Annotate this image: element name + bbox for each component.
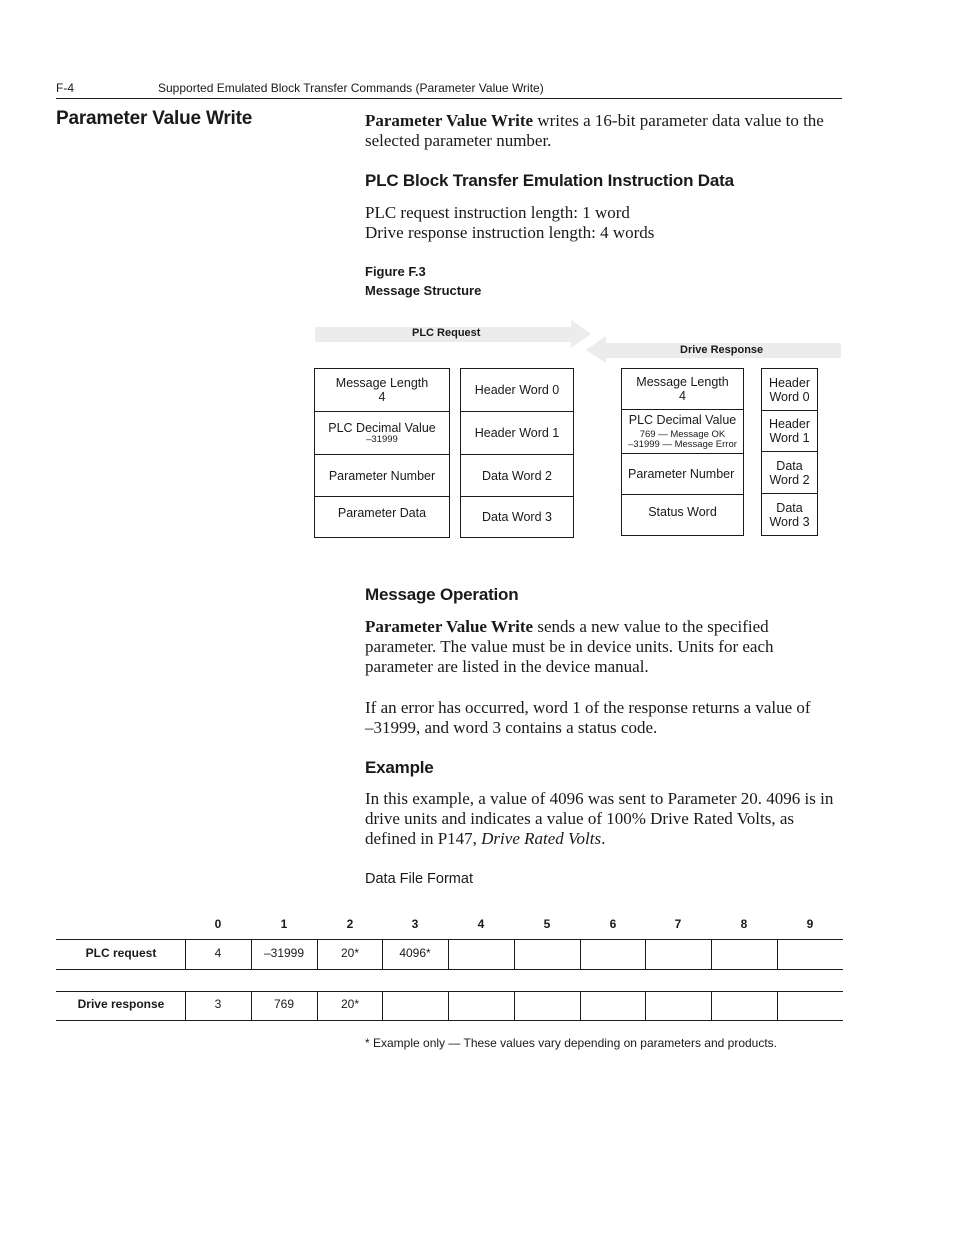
message-ok-value: 769 — Message OK [639,429,726,440]
table-rule [56,969,843,970]
table-rule [56,991,843,992]
intro-bold: Parameter Value Write [365,111,534,130]
table-rule [711,991,712,1020]
col-header-7: 7 [674,917,682,931]
data-word-3: Data Word 3 [482,510,552,524]
table-cell: 20* [340,997,360,1011]
col-header-0: 0 [214,917,222,931]
drive-decimal-value-label: PLC Decimal Value [628,413,737,427]
figure-title: Message Structure [365,283,482,298]
plc-decimal-value-label: PLC Decimal Value [328,421,436,435]
col-header-3: 3 [411,917,419,931]
message-length-value: 4 [378,390,386,404]
message-operation-heading: Message Operation [365,585,519,604]
drive-data-word-3-b: Word 3 [769,514,810,529]
drive-rated-volts: Drive Rated Volts [481,829,602,848]
drive-header-word-1-a: Header [769,417,810,431]
intro-text: writes a 16-bit parameter data value to the [533,111,824,130]
error-line2: –31999, and word 3 contains a status code. [365,718,658,737]
drive-response-length: Drive response instruction length: 4 words [365,223,655,242]
drive-message-length-label: Message Length [636,375,729,389]
table-cell: 769 [273,997,295,1011]
message-operation-line2: parameter. The value must be in device units. Units for each [365,637,774,656]
table-rule [580,939,581,969]
message-operation-bold: Parameter Value Write [365,617,534,636]
drive-message-length-value: 4 [679,389,686,403]
table-rule [711,939,712,969]
table-cell: 4096* [399,946,431,960]
col-header-4: 4 [477,917,485,931]
plc-request-label: PLC Request [412,327,481,339]
table-rule [580,991,581,1020]
row-label-drive-response: Drive response [77,997,165,1011]
message-operation-line3: parameter are listed in the device manual. [365,657,649,676]
drive-data-word-2-a: Data [776,458,803,473]
table-rule [645,939,646,969]
example-line3-text: defined in P147, [365,829,482,848]
plc-section-heading: PLC Block Transfer Emulation Instruction Data [365,171,734,190]
header-word-0: Header Word 0 [474,383,560,397]
message-operation-text: sends a new value to the specified [533,617,769,636]
drive-parameter-number-label: Parameter Number [628,467,735,481]
table-cell: 4 [214,946,222,960]
page-number: F-4 [56,81,74,95]
table-rule [514,991,515,1020]
table-rule [56,1020,843,1021]
table-cell: 3 [214,997,222,1011]
section-title: Parameter Value Write [56,108,253,129]
table-rule [448,939,449,969]
message-length-label: Message Length [335,376,429,390]
table-rule [514,939,515,969]
table-rule [448,991,449,1020]
table-rule [645,991,646,1020]
col-header-8: 8 [740,917,748,931]
header-word-1: Header Word 1 [474,426,560,440]
figure-number: Figure F.3 [365,264,426,279]
data-word-2: Data Word 2 [482,468,552,483]
plc-decimal-value: –31999 [366,434,398,445]
drive-data-word-2-b: Word 2 [769,472,810,487]
drive-header-word-0-b: Word 0 [769,389,810,404]
row-label-plc-request: PLC request [85,946,157,960]
example-heading: Example [365,758,434,777]
parameter-data-label: Parameter Data [337,506,427,520]
table-rule [777,939,778,969]
col-header-9: 9 [806,917,814,931]
col-header-5: 5 [543,917,551,931]
example-line2: drive units and indicates a value of 100% Drive Rated Volts, as [365,809,795,828]
plc-request-length: PLC request instruction length: 1 word [365,203,630,222]
running-head: Supported Emulated Block Transfer Commands (Parameter Value Write) [158,81,544,95]
data-file-format-label: Data File Format [365,871,473,887]
table-footnote: * Example only — These values vary depending on parameters and products. [365,1036,778,1050]
drive-header-word-1-b: Word 1 [769,431,810,445]
table-rule [777,991,778,1020]
drive-header-word-0-a: Header [769,375,810,390]
table-cell: 20* [340,946,360,960]
status-word-label: Status Word [648,505,717,519]
drive-data-word-3-a: Data [776,500,803,515]
table-rule [56,939,843,940]
col-header-6: 6 [609,917,617,931]
parameter-number-label: Parameter Number [328,468,436,483]
example-line3-end: . [601,829,606,848]
intro-line2: selected parameter number. [365,131,552,150]
table-cell: –31999 [263,946,305,960]
col-header-1: 1 [280,917,288,931]
error-line1: If an error has occurred, word 1 of the response returns a value of [365,698,811,717]
message-error-value: –31999 — Message Error [628,439,737,450]
example-line1: In this example, a value of 4096 was sent to Parameter 20. 4096 is in [365,789,834,808]
col-header-2: 2 [346,917,354,931]
drive-response-label: Drive Response [680,344,764,356]
